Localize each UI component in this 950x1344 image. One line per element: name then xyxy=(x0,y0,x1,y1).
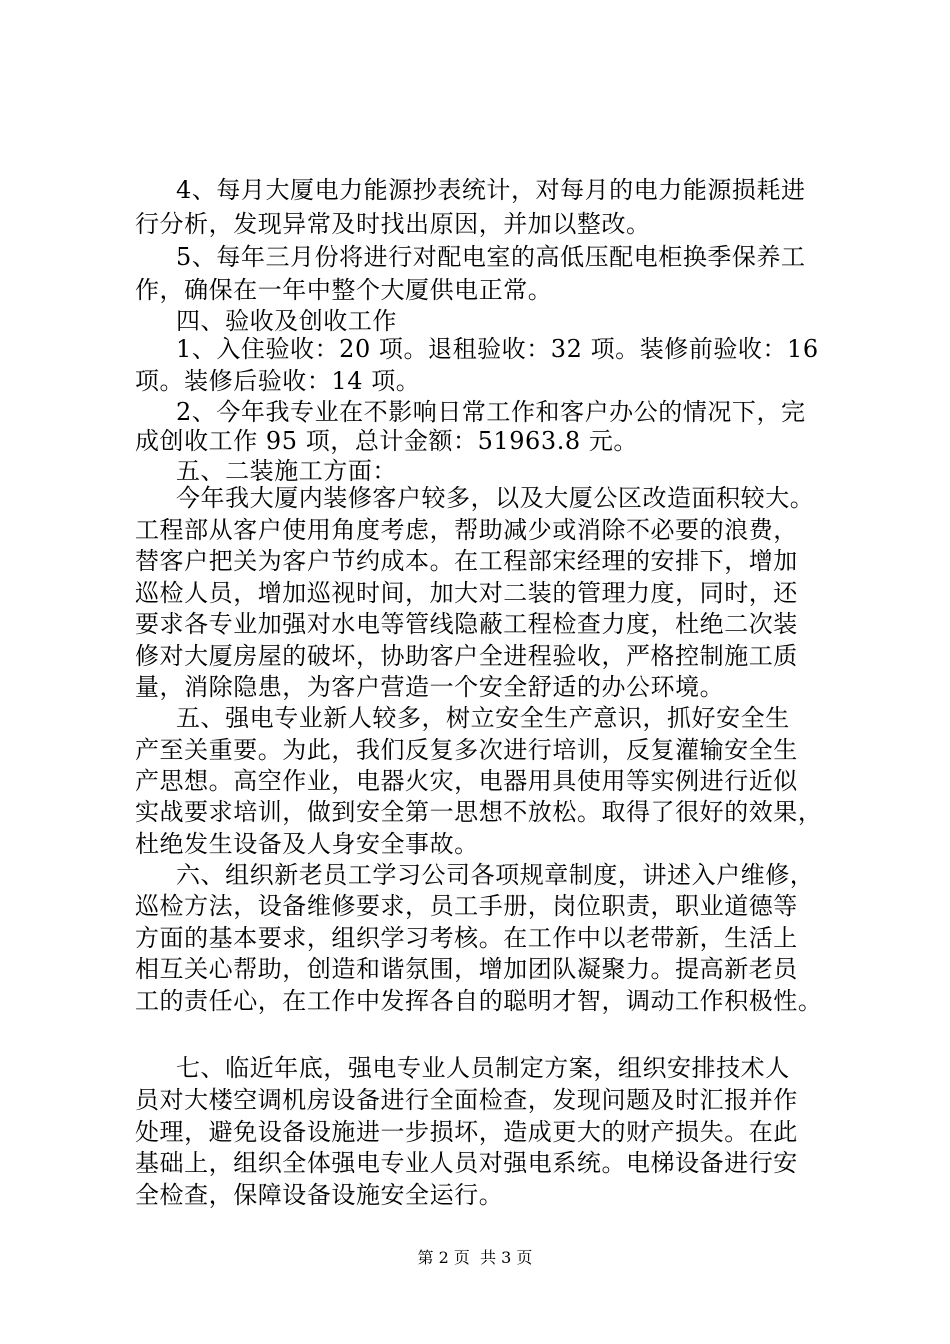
text-line: 七、临近年底，强电专业人员制定方案，组织安排技术人 xyxy=(176,1054,790,1082)
text-line: 巡检人员，增加巡视时间，加大对二装的管理力度，同时，还 xyxy=(135,579,798,607)
text-line: 1、入住验收：20 项。退租验收：32 项。装修前验收：16 xyxy=(176,335,819,363)
text-line: 成创收工作 95 项，总计金额：51963.8 元。 xyxy=(135,427,638,455)
text-line: 基础上，组织全体强电专业人员对强电系统。电梯设备进行安 xyxy=(135,1149,798,1177)
text-line: 全检查，保障设备设施安全运行。 xyxy=(135,1181,504,1209)
text-line: 产至关重要。为此，我们反复多次进行培训，反复灌输安全生 xyxy=(135,736,798,764)
text-line: 工程部从客户使用角度考虑，帮助减少或消除不必要的浪费， xyxy=(135,516,798,544)
text-line: 量，消除隐患，为客户营造一个安全舒适的办公环境。 xyxy=(135,673,725,701)
text-line: 要求各专业加强对水电等管线隐蔽工程检查力度，杜绝二次装 xyxy=(135,610,798,638)
text-line: 4、每月大厦电力能源抄表统计，对每月的电力能源损耗进 xyxy=(176,176,806,204)
text-line: 员对大楼空调机房设备进行全面检查，发现问题及时汇报并作 xyxy=(135,1086,798,1114)
text-line: 杜绝发生设备及人身安全事故。 xyxy=(135,830,479,858)
text-line: 修对大厦房屋的破坏，协助客户全进程验收，严格控制施工质 xyxy=(135,642,798,670)
text-line: 实战要求培训，做到安全第一思想不放松。取得了很好的效果， xyxy=(135,798,823,826)
text-line: 相互关心帮助，创造和谐氛围，增加团队凝聚力。提高新老员 xyxy=(135,955,798,983)
section-heading: 四、验收及创收工作 xyxy=(176,307,397,335)
text-line: 产思想。高空作业，电器火灾，电器用具使用等实例进行近似 xyxy=(135,767,798,795)
page-number-footer: 第 2 页 共 3 页 xyxy=(417,1248,533,1267)
text-line: 行分析，发现异常及时找出原因，并加以整改。 xyxy=(135,210,651,238)
section-heading: 五、二装施工方面： xyxy=(176,457,397,485)
text-line: 2、今年我专业在不影响日常工作和客户办公的情况下，完 xyxy=(176,398,806,426)
text-line: 作，确保在一年中整个大厦供电正常。 xyxy=(135,276,553,304)
text-line: 工的责任心，在工作中发挥各自的聪明才智，调动工作积极性。 xyxy=(135,987,823,1015)
text-line: 五、强电专业新人较多，树立安全生产意识，抓好安全生 xyxy=(176,704,790,732)
text-line: 5、每年三月份将进行对配电室的高低压配电柜换季保养工 xyxy=(176,243,806,271)
text-line: 项。装修后验收：14 项。 xyxy=(135,367,421,395)
text-line: 方面的基本要求，组织学习考核。在工作中以老带新，生活上 xyxy=(135,924,798,952)
text-line: 替客户把关为客户节约成本。在工程部宋经理的安排下，增加 xyxy=(135,547,798,575)
text-line: 六、组织新老员工学习公司各项规章制度，讲述入户维修， xyxy=(176,861,815,889)
text-line: 处理，避免设备设施进一步损坏，造成更大的财产损失。在此 xyxy=(135,1118,798,1146)
text-line: 巡检方法，设备维修要求，员工手册，岗位职责，职业道德等 xyxy=(135,892,798,920)
text-line: 今年我大厦内装修客户较多，以及大厦公区改造面积较大。 xyxy=(176,484,815,512)
